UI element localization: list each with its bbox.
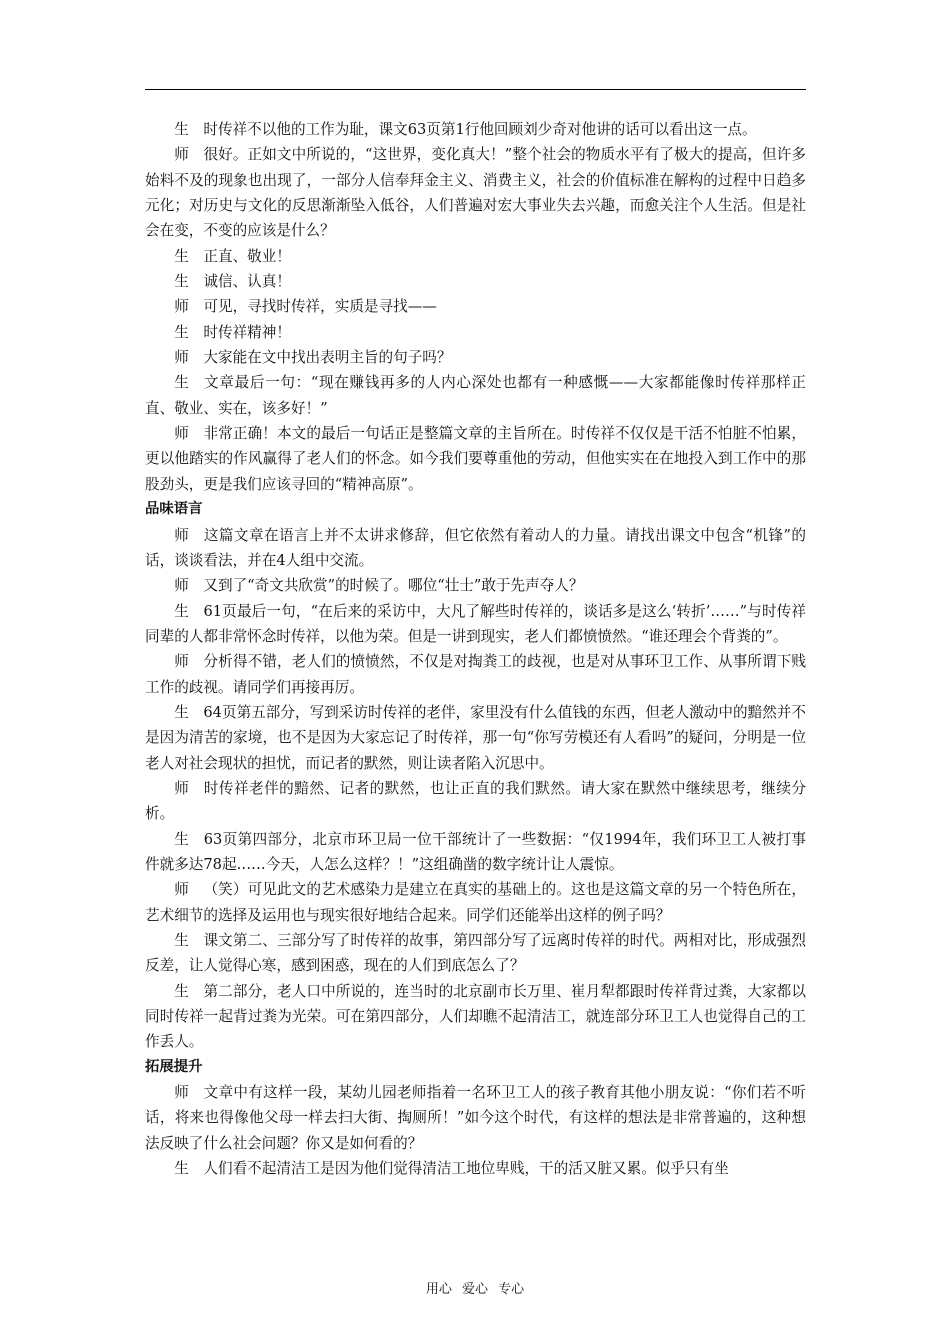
section-heading: 拓展提升 <box>145 1058 203 1075</box>
dialogue-paragraph <box>145 1156 806 1181</box>
dialogue-paragraph <box>145 776 806 827</box>
speaker-label: 生 <box>174 1160 189 1178</box>
speaker-label: 师 <box>174 298 189 316</box>
paragraph-text: （笑）可见此文的艺术感染力是建立在真实的基础上的。这也是这篇文章的另一个特色所在，艺术细节的选择及运用也与现实很好地结合起来。同学们还能举出这样的例子吗？ <box>145 881 806 924</box>
speaker-label: 生 <box>174 374 190 392</box>
dialogue-paragraph <box>145 117 806 142</box>
paragraph-text: 大家能在文中找出表明主旨的句子吗？ <box>203 349 452 367</box>
dialogue-paragraph <box>145 573 806 598</box>
paragraph-text: 时传祥不以他的工作为耻，课文63页第1行他回顾刘少奇对他讲的话可以看出这一点。 <box>203 121 757 138</box>
dialogue-paragraph <box>145 294 806 319</box>
paragraph-text: 分析得不错，老人们的愤愤然，不仅是对掏粪工的歧视，也是对从事环卫工作、从事所谓下贱工作的歧视。请同学们再接再厉。 <box>145 653 806 696</box>
speaker-label: 师 <box>174 425 189 443</box>
paragraph-text: 第二部分，老人口中所说的，连当时的北京副市长万里、崔月犁都跟时传祥背过粪，大家都以同时传祥一起背过粪为光荣。可在第四部分，人们却瞧不起清洁工，就连部分环卫工人也觉得自己的工作丢人。 <box>145 982 806 1051</box>
dialogue-paragraph <box>145 345 806 370</box>
section-heading: 品味语言 <box>145 501 203 518</box>
dialogue-paragraph <box>145 877 806 928</box>
speaker-label: 生 <box>174 703 189 721</box>
paragraph-text: 文章最后一句：“现在赚钱再多的人内心深处也都有一种感慨——大家都能像时传祥那样正直、敬业、实在，该多好！” <box>145 374 806 417</box>
speaker-label: 师 <box>174 1084 190 1102</box>
dialogue-paragraph <box>145 269 806 294</box>
speaker-label: 师 <box>174 146 189 164</box>
paragraph-text: 正直、敬业！ <box>203 247 291 265</box>
paragraph-text: 63页第四部分，北京市环卫局一位干部统计了一些数据：“仅1994年，我们环卫工人被打事件就多达78起……今天，人怎么这样？！”这组确凿的数字统计让人震惊。 <box>145 830 806 873</box>
paragraph-text: 课文第二、三部分写了时传祥的故事，第四部分写了远离时传祥的时代。两相对比，形成强烈反差，让人觉得心寒，感到困惑，现在的人们到底怎么了？ <box>145 932 806 975</box>
dialogue-paragraph <box>145 244 806 269</box>
dialogue-paragraph <box>145 1080 806 1156</box>
speaker-label: 生 <box>174 247 189 265</box>
page-footer: 用心 爱心 专心 <box>425 1282 525 1297</box>
speaker-label: 生 <box>174 273 189 291</box>
paragraph-text: 很好。正如文中所说的，“这世界，变化真大！”整个社会的物质水平有了极大的提高，但许多始料不及的现象也出现了，一部分人信奉拜金主义、消费主义，社会的价值标准在解构的过程中日趋多元化；对历史与文化的反思渐渐坠入低谷，人们普遍对宏大事业失去兴趣，而愈关注个人生活。但是社会在变，不变的应该是什么？ <box>145 146 806 240</box>
dialogue-paragraph <box>145 320 806 345</box>
paragraph-text: 非常正确！本文的最后一句话正是整篇文章的主旨所在。时传祥不仅仅是干活不怕脏不怕累，更以他踏实的作风赢得了老人们的怀念。如今我们要尊重他的劳动，但他实实在在地投入到工作中的那股劲头，更是我们应该寻回的“精神高原”。 <box>145 425 806 493</box>
speaker-label: 师 <box>174 881 189 899</box>
header-rule <box>145 89 806 90</box>
dialogue-paragraph <box>145 979 806 1055</box>
paragraph-text: 诚信、认真！ <box>203 273 291 291</box>
dialogue-paragraph <box>145 523 806 574</box>
paragraph-text: 时传祥老伴的黯然、记者的默然，也让正直的我们默然。请大家在默然中继续思考，继续分析。 <box>145 779 806 823</box>
speaker-label: 生 <box>174 982 189 1000</box>
speaker-label: 师 <box>174 526 190 544</box>
speaker-label: 生 <box>174 121 189 138</box>
paragraph-text: 又到了“奇文共欣赏”的时候了。哪位“壮士”敢于先声夺人？ <box>203 577 584 595</box>
speaker-label: 师 <box>174 577 189 595</box>
speaker-label: 生 <box>174 602 189 620</box>
dialogue-paragraph <box>145 827 806 878</box>
paragraph-text: 文章中有这样一段，某幼儿园老师指着一名环卫工人的孩子教育其他小朋友说：“你们若不听话，将来也得像他父母一样去扫大街、掏厕所！”如今这个时代，有这样的想法是非常普遍的，这种想法反映了什么社会问题？你又是如何看的？ <box>145 1084 806 1152</box>
paragraph-text: 人们看不起清洁工是因为他们觉得清洁工地位卑贱，干的活又脏又累。似乎只有坐 <box>203 1160 729 1178</box>
paragraph-text: 64页第五部分，写到采访时传祥的老伴，家里没有什么值钱的东西，但老人激动中的黯然并不是因为清苦的家境，也不是因为大家忘记了时传祥，那一句“你写劳模还有人看吗”的疑问，分明是一位老人对社会现状的担忧，而记者的默然，则让读者陷入沉思中。 <box>145 703 806 772</box>
dialogue-paragraph <box>145 599 806 650</box>
paragraph-text: 61页最后一句，“在后来的采访中，大凡了解些时传祥的，谈话多是这么‘转折’……”与时传祥同辈的人都非常怀念时传祥，以他为荣。但是一讲到现实，老人们都愤愤然。“谁还理会个背粪的”。 <box>145 602 806 645</box>
dialogue-paragraph <box>145 928 806 979</box>
document-body <box>145 117 806 1181</box>
dialogue-paragraph <box>145 700 806 776</box>
speaker-label: 生 <box>174 830 190 848</box>
speaker-label: 生 <box>174 323 189 341</box>
paragraph-text: 可见，寻找时传祥，实质是寻找—— <box>203 298 437 316</box>
speaker-label: 师 <box>174 779 190 797</box>
dialogue-paragraph <box>145 370 806 421</box>
speaker-label: 师 <box>174 349 189 367</box>
dialogue-paragraph <box>145 142 806 243</box>
speaker-label: 师 <box>174 653 189 671</box>
paragraph-text: 这篇文章在语言上并不太讲求修辞，但它依然有着动人的力量。请找出课文中包含“机锋”的话，谈谈看法，并在4人组中交流。 <box>145 526 806 569</box>
speaker-label: 生 <box>174 932 189 949</box>
dialogue-paragraph <box>145 421 806 497</box>
dialogue-paragraph <box>145 649 806 700</box>
paragraph-text: 时传祥精神！ <box>203 323 291 341</box>
